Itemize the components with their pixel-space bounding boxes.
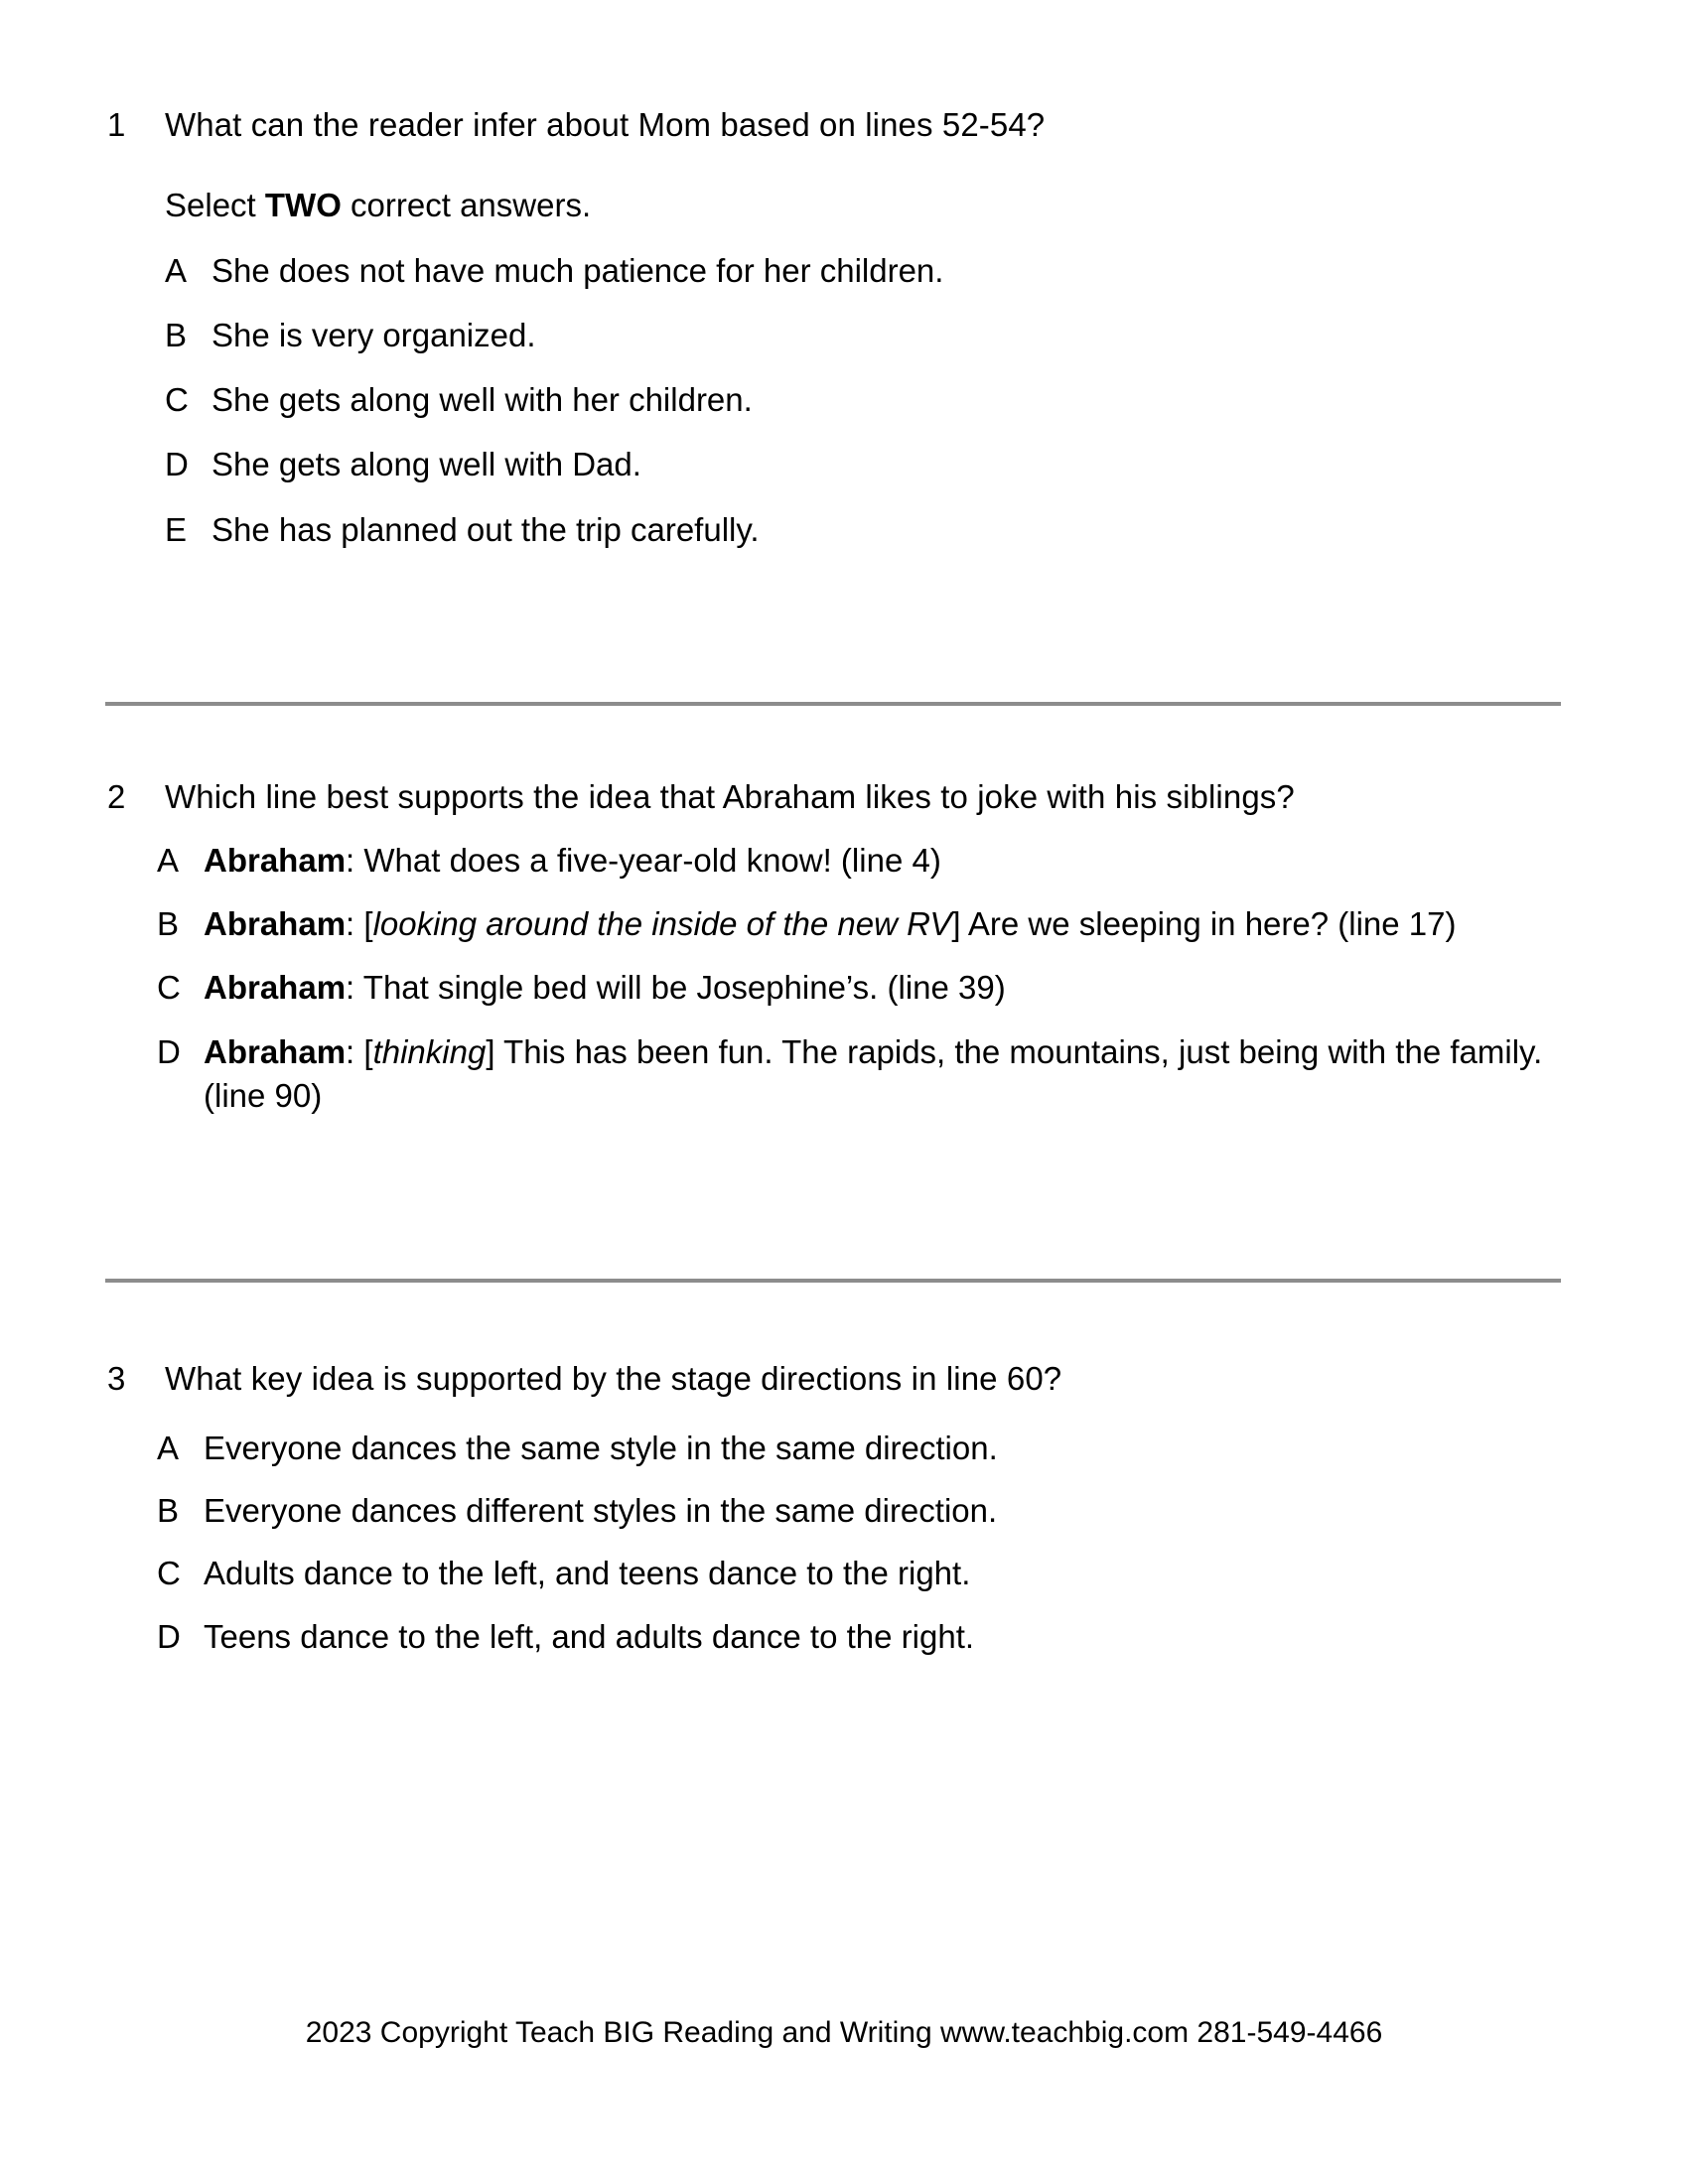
option-text: She does not have much patience for her children. xyxy=(211,251,944,289)
option-letter: D xyxy=(157,1032,181,1070)
bracket-open: [ xyxy=(363,905,373,943)
copyright-text: 2023 Copyright Teach BIG Reading and Writing www.teachbig.com 281-549-4466 xyxy=(305,2016,1383,2049)
question-1-instruction xyxy=(107,185,1577,227)
question-1-instruction-suffix: correct answers. xyxy=(341,186,592,223)
speaker-label: Abraham xyxy=(204,1032,347,1070)
question-3-option-d[interactable] xyxy=(157,1615,1577,1659)
question-2-option-b[interactable] xyxy=(157,902,1577,946)
option-letter: A xyxy=(157,841,180,879)
question-1-number: 1 xyxy=(107,106,126,143)
stage-direction: thinking xyxy=(372,1032,487,1070)
speaker-label: Abraham xyxy=(204,905,347,943)
section-divider-1 xyxy=(105,702,1561,706)
question-1-instruction-prefix: Select xyxy=(165,186,265,223)
bracket-open: [ xyxy=(363,1032,373,1070)
question-2-stem-text: Which line best supports the idea that Abraham likes to joke with his siblings? xyxy=(165,778,1295,815)
option-text xyxy=(204,1030,1574,1118)
option-letter: C xyxy=(157,969,181,1007)
option-letter: C xyxy=(165,381,189,419)
bracket-close: ] xyxy=(486,1032,495,1070)
speaker-label: Abraham xyxy=(204,969,347,1007)
question-1-option-c[interactable] xyxy=(165,378,1577,422)
option-letter: A xyxy=(157,1429,180,1466)
question-2-option-a[interactable] xyxy=(157,839,1577,883)
question-2-number: 2 xyxy=(107,778,126,815)
copyright-footer xyxy=(0,2015,1688,2051)
question-3-stem-row xyxy=(107,1358,1577,1401)
question-2-stem-row xyxy=(107,776,1577,819)
option-letter: D xyxy=(165,446,189,483)
speaker-colon: : xyxy=(346,969,363,1007)
question-3-option-a[interactable] xyxy=(157,1427,1577,1470)
option-letter: C xyxy=(157,1555,181,1592)
option-body: This has been fun. The rapids, the mountains, just being with the family. (line 90) xyxy=(204,1032,1543,1114)
question-1-option-e[interactable] xyxy=(165,508,1577,552)
option-text xyxy=(204,839,1574,883)
question-3-number: 3 xyxy=(107,1360,126,1397)
option-text: She is very organized. xyxy=(211,317,536,353)
question-1-option-b[interactable] xyxy=(165,314,1577,357)
option-body: Are we sleeping in here? (line 17) xyxy=(960,905,1457,943)
option-body: What does a five-year-old know! (line 4) xyxy=(363,841,941,879)
question-3-option-b[interactable] xyxy=(157,1489,1577,1533)
option-letter: D xyxy=(157,1617,181,1655)
option-letter: E xyxy=(165,510,188,548)
option-text: She has planned out the trip carefully. xyxy=(211,510,760,548)
option-text xyxy=(204,966,1574,1010)
question-1 xyxy=(107,104,1577,552)
option-text: She gets along well with her children. xyxy=(211,381,753,419)
speaker-colon: : xyxy=(346,1032,364,1070)
question-1-option-d[interactable] xyxy=(165,443,1577,486)
question-1-option-a[interactable] xyxy=(165,249,1577,293)
question-1-stem-row xyxy=(107,104,1577,147)
question-2-options xyxy=(107,839,1577,1118)
question-2-option-d[interactable] xyxy=(157,1030,1577,1118)
option-body: That single bed will be Josephine’s. (line 39) xyxy=(362,969,1006,1007)
question-3-option-c[interactable] xyxy=(157,1552,1577,1595)
question-1-options xyxy=(107,249,1577,552)
bracket-close: ] xyxy=(951,905,961,943)
question-1-stem-text: What can the reader infer about Mom based on lines 52-54? xyxy=(165,106,1046,143)
option-text: Adults dance to the left, and teens dance to the right. xyxy=(204,1555,971,1592)
speaker-colon: : xyxy=(346,841,364,879)
option-text: Teens dance to the left, and adults dance to the right. xyxy=(204,1617,975,1655)
option-text: Everyone dances different styles in the same direction. xyxy=(204,1492,998,1530)
speaker-label: Abraham xyxy=(204,841,347,879)
option-letter: A xyxy=(165,251,188,289)
stage-direction: looking around the inside of the new RV xyxy=(372,905,952,943)
question-3-options xyxy=(107,1427,1577,1659)
option-text xyxy=(204,902,1574,946)
section-divider-2 xyxy=(105,1279,1561,1283)
question-2 xyxy=(107,776,1577,1118)
option-text: She gets along well with Dad. xyxy=(211,446,641,483)
option-letter: B xyxy=(157,1492,180,1530)
question-2-option-c[interactable] xyxy=(157,966,1577,1010)
question-3-stem-text: What key idea is supported by the stage directions in line 60? xyxy=(165,1360,1062,1397)
option-letter: B xyxy=(165,317,188,353)
option-letter: B xyxy=(157,905,180,943)
option-text: Everyone dances the same style in the same direction. xyxy=(204,1429,998,1466)
speaker-colon: : xyxy=(346,905,364,943)
question-1-instruction-emphasis: TWO xyxy=(264,186,342,223)
question-3 xyxy=(107,1358,1577,1659)
